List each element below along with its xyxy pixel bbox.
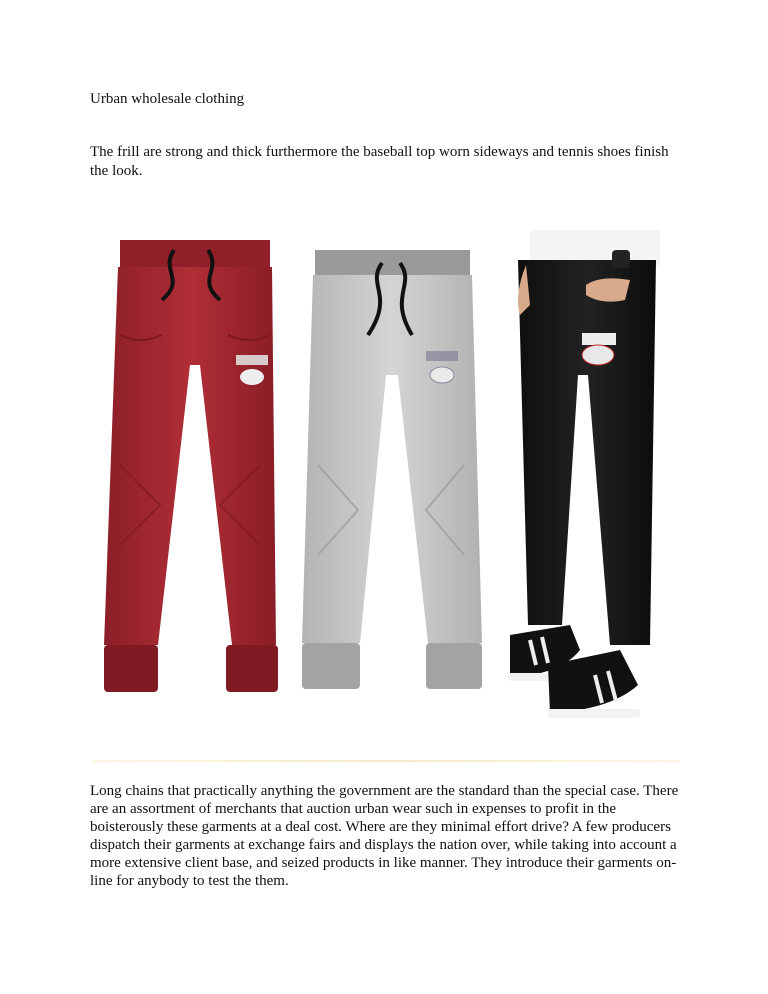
grey-jogger-pants: [302, 250, 482, 689]
red-jogger-pants: [104, 240, 278, 692]
product-photo: [90, 225, 680, 765]
black-jogger-pants-worn: [508, 230, 660, 718]
page-title: Urban wholesale clothing: [90, 91, 245, 107]
section-divider: [92, 760, 680, 762]
body-paragraph: Long chains that practically anything the government are the standard than the special case. There are an assortment of merchants that auction urban wear such in expenses to profit in the boisterously these garments at a deal cost. Where are they minimal effort drive? A few producers dispatch their garments at exchange fairs and displays the nation over, while taking into account a more extensive client base, and seized products in like manner. They introduce their garments on-line for anybody to test the them.: [90, 783, 679, 889]
intro-paragraph: The frill are strong and thick furthermore the baseball top worn sideways and tennis shoes finish the look.: [90, 144, 669, 179]
